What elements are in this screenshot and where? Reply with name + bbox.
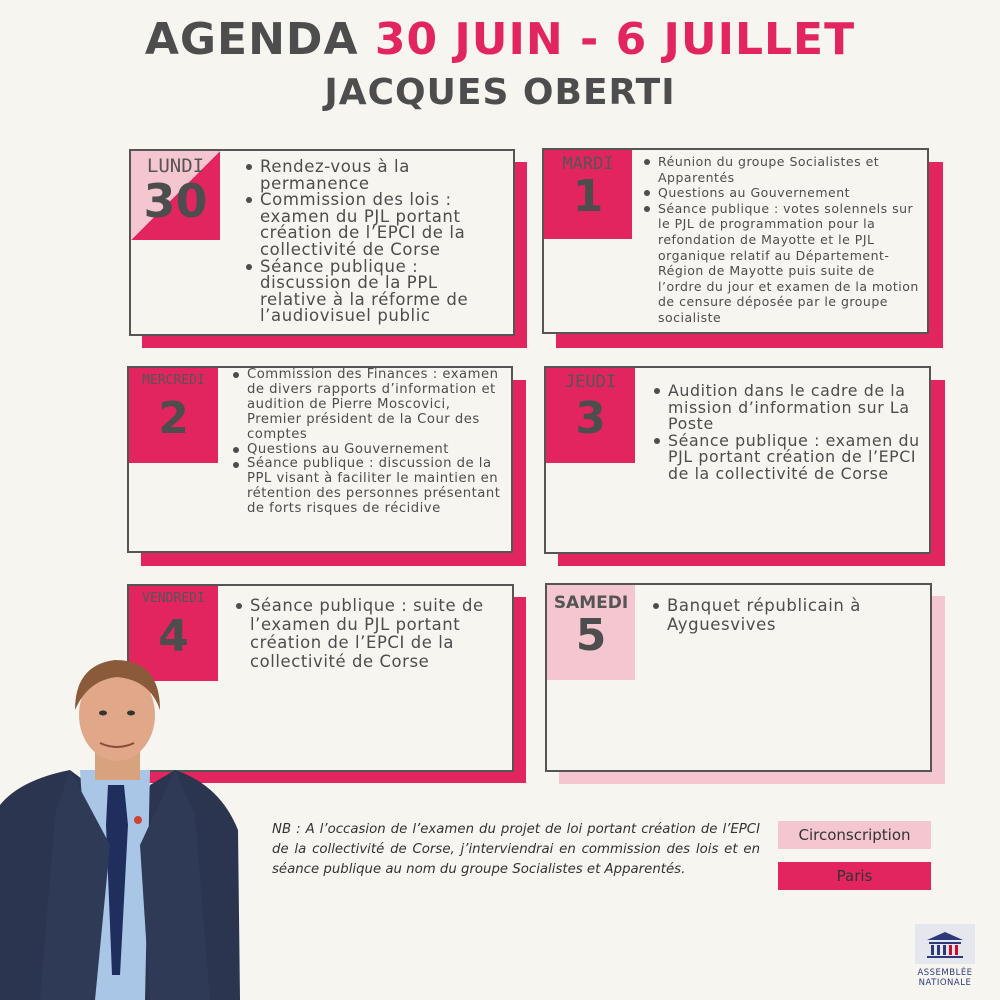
event-list: [244, 159, 509, 325]
list-item: Commission des Finances : examen de divers rapports d’information et audition de Pierre Moscovici, Premier président de la Cour des comptes: [231, 368, 509, 443]
day-badge: [544, 150, 632, 239]
list-item: Questions au Gouvernement: [231, 443, 509, 458]
day-number: 5: [575, 610, 607, 661]
event-list: [234, 597, 504, 671]
logo-line2: NATIONALE: [918, 978, 972, 988]
day-badge: [547, 585, 635, 680]
legend-circonscription: Circonscription: [778, 821, 931, 849]
list-item: Banquet républicain à Ayguesvives: [651, 596, 921, 634]
note-text: NB : A l’occasion de l’examen du projet de loi portant création de l’EPCI de la collectivité de Corse, j’interviendrai en commission des lois et en séance publique au nom du groupe Socialistes et Apparentés.: [272, 822, 760, 877]
day-name: MERCREDI: [142, 373, 205, 388]
list-item: Audition dans le cadre de la mission d’information sur La Poste: [652, 383, 922, 433]
event-list: [651, 596, 921, 634]
day-number: 30: [143, 174, 208, 228]
day-number: 1: [572, 171, 604, 222]
day-number: 4: [158, 611, 189, 662]
deputy-name: JACQUES OBERTI: [324, 72, 676, 113]
day-badge: [131, 151, 220, 240]
assemblee-building-icon: [915, 924, 975, 964]
event-list: [642, 154, 922, 326]
list-item: Séance publique : discussion de la PPL visant à faciliter le maintien en rétention des personnes présentant de forts risques de récidive: [231, 457, 509, 517]
day-badge: [546, 368, 635, 463]
page-title: [0, 14, 1000, 65]
legend-paris: Paris: [778, 862, 931, 890]
assemblee-nationale-logo: [908, 924, 982, 994]
event-list: [231, 368, 509, 517]
event-list: [652, 383, 922, 483]
list-item: Rendez-vous à la permanence: [244, 159, 509, 192]
deputy-photo: [0, 655, 240, 1000]
day-number: 3: [575, 393, 606, 444]
list-item: Séance publique : votes solennels sur le PJL de programmation pour la refondation de Mayotte et le PJL organique relatif au Département-Région de Mayotte puis suite de l’ordre du jour et examen de la motion de censure déposée par le groupe socialiste: [642, 201, 922, 326]
logo-line1: ASSEMBLÉE: [917, 968, 973, 978]
day-number: 2: [158, 393, 189, 444]
list-item: Séance publique : suite de l’examen du PJL portant création de l’EPCI de la collectivité de Corse: [234, 597, 504, 671]
day-name: VENDREDI: [142, 591, 205, 606]
list-item: Séance publique : examen du PJL portant création de l’EPCI de la collectivité de Corse: [652, 433, 922, 483]
list-item: Réunion du groupe Socialistes et Apparentés: [642, 154, 922, 185]
list-item: Séance publique : discussion de la PPL relative à la réforme de l’audiovisuel public: [244, 259, 509, 325]
title-dates: 30 JUIN - 6 JUILLET: [374, 14, 856, 65]
list-item: Commission des lois : examen du PJL portant création de l’EPCI de la collectivité de Corse: [244, 192, 509, 258]
day-badge: [129, 368, 218, 463]
day-name: JEUDI: [564, 372, 617, 392]
day-name: MARDI: [562, 154, 614, 174]
day-name: SAMEDI: [553, 593, 629, 613]
day-name: LUNDI: [146, 155, 205, 177]
title-agenda: AGENDA: [144, 14, 375, 65]
list-item: Questions au Gouvernement: [642, 185, 922, 201]
